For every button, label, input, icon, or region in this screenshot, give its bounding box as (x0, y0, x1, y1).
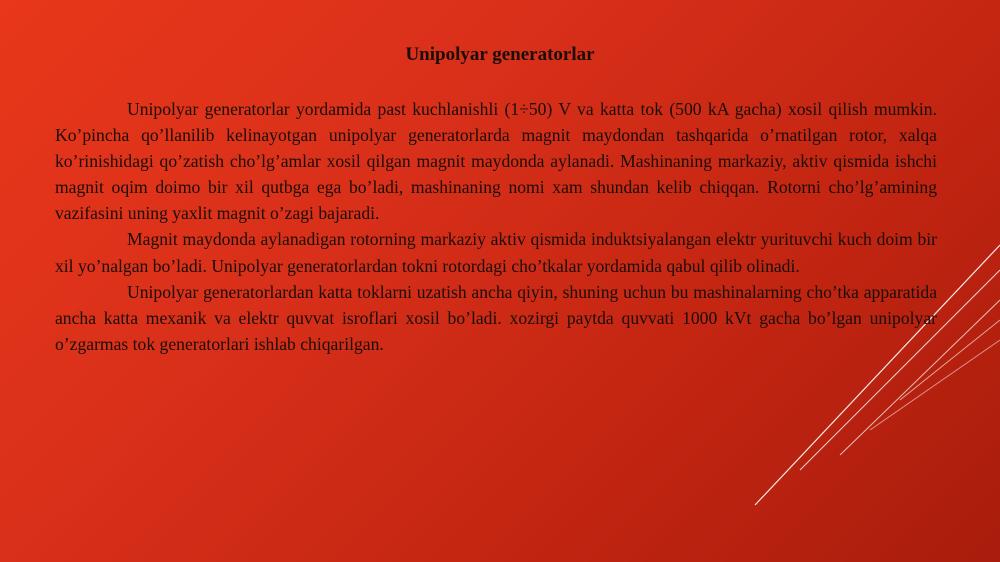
slide-title: Unipolyar generatorlar (405, 44, 595, 65)
paragraph-2: Magnit maydonda aylanadigan rotorning markaziy aktiv qismida induktsiyalangan elektr yurituvchi kuch doim bir xil yo’nalgan bo’ladi. Unipolyar generatorlardan tokni rotordagi cho’tkalar yordamida qabul qilib olinadi. (55, 229, 937, 276)
paragraph-1: Unipolyar generatorlar yordamida past kuchlanishli (1÷50) V va katta tok (500 kA gacha) xosil qilish mumkin. Ko’pincha qo’llanilib kelinayotgan unipolyar generatorlarda magnit maydondan tashqarida o’rnatilgan rotor, xalqa ko’rinishidagi qo’zatish cho’lg’amlar xosil qilgan magnit maydonda aylanadi. Mashinaning markaziy, aktiv qismida ishchi magnit oqim doimo bir xil qutbga ega bo’ladi, mashinaning nomi xam shundan kelib chiqqan. Rotorni cho’lg’amining vazifasini uning yaxlit magnit o’zagi bajaradi. (55, 99, 937, 224)
paragraph-3: Unipolyar generatorlardan katta toklarni uzatish ancha qiyin, shuning uchun bu mashinalarning cho’tka apparatida ancha katta mexanik va elektr quvvat isroflari xosil bo’ladi. xozirgi paytda quvvati 1000 kVt gacha bo’lgan unipolyar o’zgarmas tok generatorlari ishlab chiqarilgan. (55, 281, 937, 354)
slide-body (55, 96, 937, 357)
